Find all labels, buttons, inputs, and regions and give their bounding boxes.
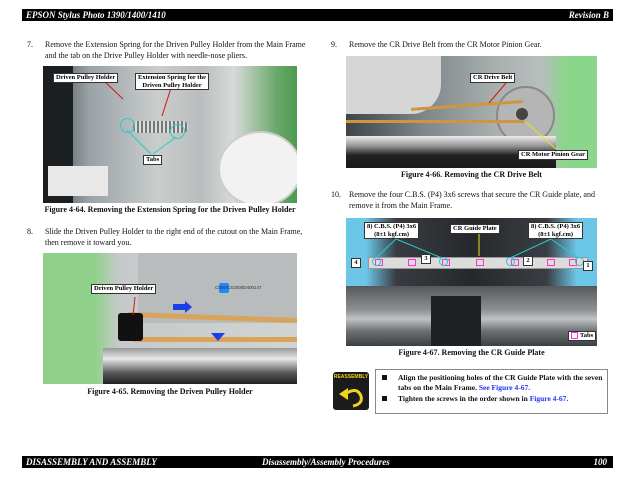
- figure-link[interactable]: See Figure 4-67.: [478, 383, 531, 392]
- figure-4-64-caption: Figure 4-64. Removing the Extension Spring for the Driven Pulley Holder: [44, 205, 296, 214]
- revision-label: Revision B: [568, 10, 609, 20]
- figure-4-64-photo: [43, 66, 297, 203]
- figure-4-67-caption: Figure 4-67. Removing the CR Guide Plate: [398, 348, 545, 357]
- reassembly-icon: [333, 372, 369, 410]
- bullet-icon: [382, 396, 387, 401]
- legend-tabs: Tabs: [568, 331, 596, 341]
- step-text: Remove the four C.B.S. (P4) 3x6 screws that secure the CR Guide plate, and remove it from the Main Frame.: [349, 190, 595, 210]
- label-tabs: Tabs: [143, 155, 162, 165]
- screw-order-2: 2: [523, 256, 533, 266]
- step-text: Slide the Driven Pulley Holder to the right end of the cutout on the Main Frame, then remove it toward you.: [45, 227, 303, 247]
- label-screw-right: 8) C.B.S. (P4) 3x6 (8±1 kgf.cm): [528, 222, 583, 239]
- label-extension-spring: Extension Spring for the Driven Pulley Holder: [135, 73, 209, 90]
- figure-4-65-caption: Figure 4-65. Removing the Driven Pulley Holder: [87, 387, 253, 396]
- page-footer: [22, 456, 613, 468]
- section-name: DISASSEMBLY AND ASSEMBLY: [26, 457, 157, 467]
- screw-order-4: 4: [351, 258, 361, 268]
- step-number: 8.: [27, 227, 33, 236]
- screw-order-3: 3: [421, 254, 431, 264]
- screw-order-1: 1: [583, 261, 593, 271]
- step-number: 10.: [331, 190, 341, 199]
- pink-square-icon: [571, 332, 578, 339]
- label-driven-pulley-holder: Driven Pulley Holder: [53, 73, 118, 83]
- curved-arrow-icon: [337, 382, 365, 408]
- page-number: 100: [593, 457, 607, 467]
- figure-link[interactable]: Figure 4-67.: [529, 394, 569, 403]
- page-header: [22, 9, 613, 21]
- document-title: EPSON Stylus Photo 1390/1400/1410: [26, 10, 166, 20]
- label-cr-drive-belt: CR Drive Belt: [470, 73, 515, 83]
- step-text: Remove the Extension Spring for the Driven Pulley Holder from the Main Frame and the tab on the Drive Pulley Holder with needle-nose pliers.: [45, 40, 306, 60]
- figure-4-66-caption: Figure 4-66. Removing the CR Drive Belt: [401, 170, 542, 179]
- step-text: Remove the CR Drive Belt from the CR Motor Pinion Gear.: [349, 40, 542, 49]
- step-number: 7.: [27, 40, 33, 49]
- label-cr-guide-plate: CR Guide Plate: [450, 224, 500, 234]
- label-driven-pulley-holder: Driven Pulley Holder: [91, 284, 156, 294]
- figure-4-65-photo: [43, 253, 297, 384]
- step-number: 9.: [331, 40, 337, 49]
- label-screw-left: 8) C.B.S. (P4) 3x6 (8±1 kgf.cm): [364, 222, 419, 239]
- bullet-icon: [382, 375, 387, 380]
- serial-label: C589/CS2000D400147: [215, 285, 262, 290]
- figure-4-66-photo: [346, 56, 597, 168]
- chapter-name: Disassembly/Assembly Procedures: [262, 457, 390, 467]
- figure-4-67-photo: [346, 218, 597, 346]
- reassembly-icon-label: REASSEMBLY: [333, 374, 369, 380]
- reassembly-note: Align the positioning holes of the CR Guide Plate with the seven tabs on the Main Frame. See Figure 4-67. Tighten the screws in the order shown in Figure 4-67.: [375, 369, 608, 414]
- label-cr-motor-pinion-gear: CR Motor Pinion Gear: [518, 150, 588, 160]
